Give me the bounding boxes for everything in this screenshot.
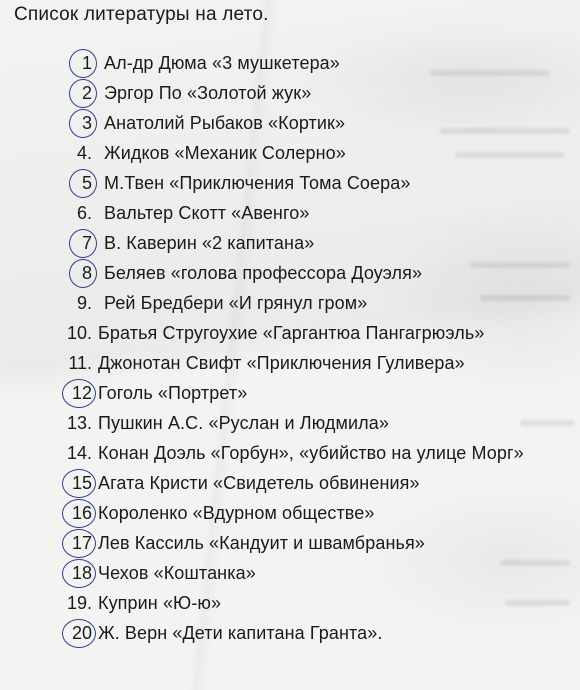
book-entry: Эргор По «Золотой жук»	[104, 83, 312, 103]
list-item-number-text: 15	[71, 473, 92, 493]
document-title: Список литературы на лето.	[14, 4, 269, 25]
book-entry: Ж. Верн «Дети капитана Гранта».	[98, 623, 383, 643]
list-item	[0, 532, 580, 558]
book-entry: Джонотан Свифт «Приключения Гуливера»	[98, 353, 465, 373]
book-entry: Беляев «голова профессора Доуэля»	[104, 263, 423, 283]
list-item-number	[58, 473, 92, 494]
list-item-number-text: 5	[81, 173, 92, 193]
list-item	[0, 382, 580, 408]
list-item	[0, 52, 580, 78]
list-item	[0, 322, 580, 348]
book-entry: Братья Стругоухие «Гаргантюа Пангагрюэль»	[98, 323, 485, 343]
book-entry: Куприн «Ю-ю»	[98, 593, 222, 613]
list-item-number	[58, 563, 92, 584]
list-item-number-text: 20	[71, 623, 92, 643]
list-item-number	[58, 323, 92, 344]
list-item-number-text: 11.	[68, 353, 92, 373]
book-entry: Ал-др Дюма «3 мушкетера»	[104, 53, 340, 73]
list-item-number-text: 2	[81, 83, 92, 103]
list-item-number-text: 8	[81, 263, 92, 283]
list-item-number	[58, 263, 92, 284]
list-item-number	[58, 443, 92, 464]
list-item	[0, 172, 580, 198]
book-entry: Лев Кассиль «Кандуит и швамбранья»	[98, 533, 425, 553]
list-item-number	[58, 503, 92, 524]
list-item-number	[58, 593, 92, 614]
list-item-number	[58, 293, 92, 314]
list-item	[0, 412, 580, 438]
book-entry: М.Твен «Приключения Тома Соера»	[104, 173, 411, 193]
list-item-number	[58, 233, 92, 254]
list-item	[0, 112, 580, 138]
book-entry: Вальтер Скотт «Авенго»	[104, 203, 310, 223]
list-item	[0, 622, 580, 648]
list-item-number-text: 18	[71, 563, 92, 583]
book-entry: Конан Доэль «Горбун», «убийство на улице Морг»	[98, 443, 524, 463]
book-entry: Чехов «Коштанка»	[98, 563, 256, 583]
list-item-number	[58, 353, 92, 374]
book-entry: Анатолий Рыбаков «Кортик»	[104, 113, 346, 133]
list-item-number	[58, 113, 92, 134]
list-item-number-text: 19.	[66, 593, 92, 613]
list-item-number	[58, 383, 92, 404]
list-item	[0, 202, 580, 228]
list-item-number-text: 1	[81, 53, 92, 73]
list-item-number-text: 17	[71, 533, 92, 553]
list-item	[0, 472, 580, 498]
list-item	[0, 292, 580, 318]
list-item-number	[58, 53, 92, 74]
list-item	[0, 502, 580, 528]
list-item-number	[58, 203, 92, 224]
book-entry: Пушкин А.С. «Руслан и Людмила»	[98, 413, 389, 433]
book-entry: Гоголь «Портрет»	[98, 383, 248, 403]
list-item-number	[58, 173, 92, 194]
list-item-number-text: 4.	[76, 143, 92, 163]
list-item	[0, 442, 580, 468]
list-item-number	[58, 533, 92, 554]
list-item	[0, 82, 580, 108]
list-item-number-text: 9.	[76, 293, 92, 313]
list-item-number-text: 12	[71, 383, 92, 403]
list-item-number-text: 13.	[66, 413, 92, 433]
list-item-number-text: 14.	[66, 443, 92, 463]
list-item-number-text: 10.	[66, 323, 92, 343]
book-entry: Агата Кристи «Свидетель обвинения»	[98, 473, 420, 493]
list-item	[0, 262, 580, 288]
book-entry: В. Каверин «2 капитана»	[104, 233, 315, 253]
book-entry: Рей Бредбери «И грянул гром»	[104, 293, 368, 313]
list-item	[0, 562, 580, 588]
list-item-number-text: 16	[71, 503, 92, 523]
list-item	[0, 232, 580, 258]
list-item	[0, 142, 580, 168]
list-item	[0, 592, 580, 618]
list-item-number-text: 6.	[76, 203, 92, 223]
book-entry: Жидков «Механик Солерно»	[104, 143, 346, 163]
list-item-number	[58, 143, 92, 164]
list-item-number	[58, 83, 92, 104]
list-item	[0, 352, 580, 378]
list-item-number	[58, 623, 92, 644]
book-entry: Короленко «Вдурном обществе»	[98, 503, 375, 523]
list-item-number-text: 3	[81, 113, 92, 133]
list-item-number-text: 7	[81, 233, 92, 253]
list-item-number	[58, 413, 92, 434]
